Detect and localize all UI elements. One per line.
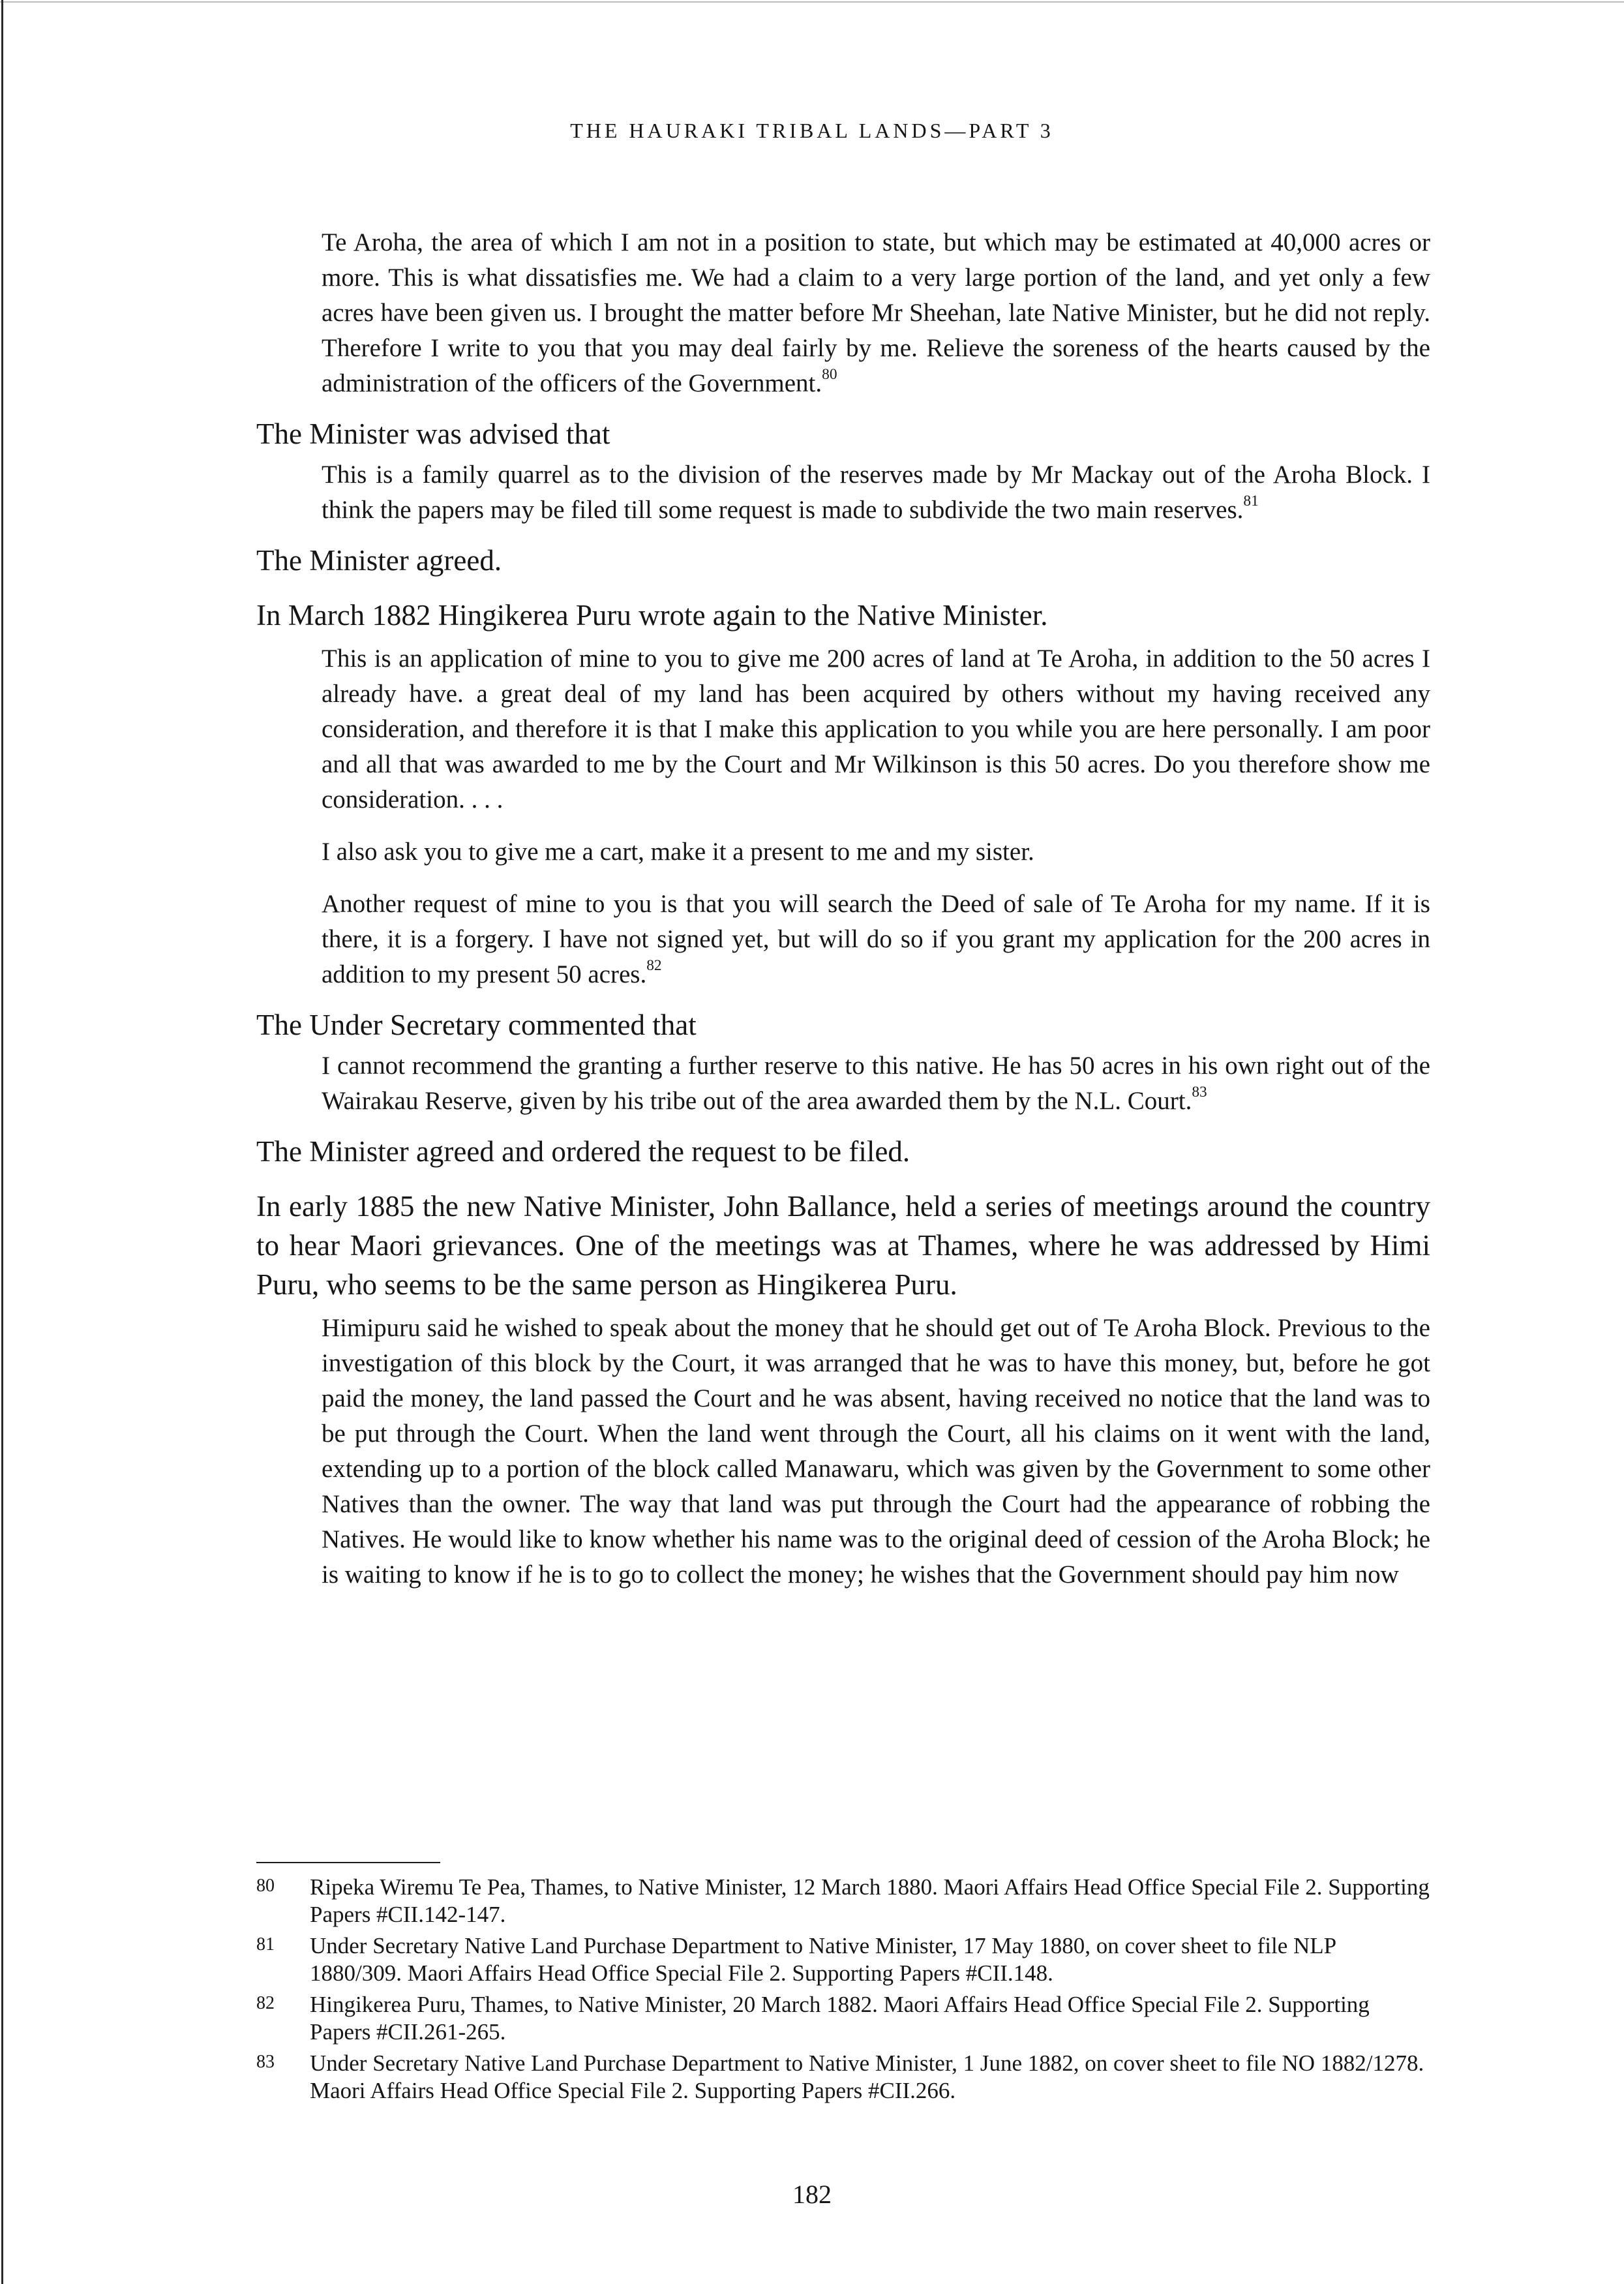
block-quote-7: Himipuru said he wished to speak about the money that he should get out of Te Aroha Block. Previous to the investigation of this block by the Court, it was arranged that he was to have this money, but, before he got paid the money, the land passed the Court and he was absent, having received no notice that the land was to be put through the Court. When the land went through the Court, all his claims on it went with the land, extending up to a portion of the block called Manawaru, which was given by the Government to some other Natives than the owner. The way that land was put through the Court had the appearance of robbing the Natives. He would like to know whether his name was to the original deed of cession of the Aroha Block; he is waiting to know if he is to go to collect the money; he wishes that the Government should pay him now xyxy=(322,1314,1430,1589)
footnote-ref-80[interactable]: 80 xyxy=(822,366,837,384)
body-paragraph-4: The Under Secretary commented that xyxy=(256,1009,697,1041)
body-paragraph-6: In early 1885 the new Native Minister, John Ballance, held a series of meetings around the country to hear Maori grievances. One of the meetings was at Thames, where he was addressed by Himi Puru, who seems to be the same person as Hingikerea Puru. xyxy=(256,1190,1430,1301)
footnote-number: 82 xyxy=(256,1993,275,2013)
page-body xyxy=(256,225,1430,1592)
page-number: 182 xyxy=(792,2180,832,2209)
running-header: THE HAURAKI TRIBAL LANDS—PART 3 xyxy=(570,119,1054,142)
footnote-number: 80 xyxy=(256,1876,275,1896)
footnote-80 xyxy=(256,1874,1430,1928)
footnote-number: 81 xyxy=(256,1934,275,1955)
block-quote-5: Another request of mine to you is that you will search the Deed of sale of Te Aroha for my name. If it is there, it is a forgery. I have not signed yet, but will do so if you grant my application for the 200 acres in addition to my present 50 acres.$^{82}$ xyxy=(322,890,1430,988)
footnote-ref-82[interactable]: 82 xyxy=(646,957,662,975)
scan-edge-line xyxy=(1,0,3,2284)
footnote-81 xyxy=(256,1932,1430,1987)
block-quote-4: I also ask you to give me a cart, make it a present to me and my sister. xyxy=(322,838,1034,866)
block-quote-6: I cannot recommend the granting a further reserve to this native. He has 50 acres in his own right out of the Wairakau Reserve, given by his tribe out of the area awarded them by the N.L. Court.$^{83}$ xyxy=(322,1052,1430,1115)
block-quote-2: This is a family quarrel as to the division of the reserves made by Mr Mackay out of the Aroha Block. I think the papers may be filed till some request is made to subdivide the two main reserves.$^{81}$ xyxy=(322,461,1430,524)
footnotes xyxy=(256,1874,1430,2109)
footnote-text: Under Secretary Native Land Purchase Department to Native Minister, 17 May 1880, on cover sheet to file NLP 1880/309. Maori Affairs Head Office Special File 2. Supporting Papers #CII.148. xyxy=(310,1933,1336,1986)
footnote-83 xyxy=(256,2050,1430,2105)
body-paragraph-3: In March 1882 Hingikerea Puru wrote again to the Native Minister. xyxy=(256,599,1048,632)
footnote-number: 83 xyxy=(256,2052,275,2072)
body-paragraph-5: The Minister agreed and ordered the request to be filed. xyxy=(256,1135,910,1168)
footnote-ref-83[interactable]: 83 xyxy=(1192,1084,1207,1101)
footnote-text: Hingikerea Puru, Thames, to Native Minister, 20 March 1882. Maori Affairs Head Office Special File 2. Supporting Papers #CII.261-265. xyxy=(310,1992,1370,2045)
body-paragraph-2: The Minister agreed. xyxy=(256,544,502,577)
block-quote-1: Te Aroha, the area of which I am not in a position to state, but which may be estimated at 40,000 acres or more. This is what dissatisfies me. We had a claim to a very large portion of the land, and yet only a few acres have been given us. I brought the matter before Mr Sheehan, late Native Minister, but he did not reply. Therefore I write to you that you may deal fairly by me. Relieve the soreness of the hearts caused by the administration of the officers of the Government.$^{80}$ xyxy=(322,228,1430,397)
footnote-82 xyxy=(256,1991,1430,2046)
footnote-text: Ripeka Wiremu Te Pea, Thames, to Native Minister, 12 March 1880. Maori Affairs Head Office Special File 2. Supporting Papers #CII.142-147. xyxy=(310,1874,1430,1927)
footnote-ref-81[interactable]: 81 xyxy=(1243,493,1259,510)
body-paragraph-1: The Minister was advised that xyxy=(256,418,610,450)
block-quote-3: This is an application of mine to you to give me 200 acres of land at Te Aroha, in addition to the 50 acres I already have. a great deal of my land has been acquired by others without my having received any consideration, and therefore it is that I make this application to you while you are here personally. I am poor and all that was awarded to me by the Court and Mr Wilkinson is this 50 acres. Do you therefore show me consideration. . . . xyxy=(322,645,1430,814)
footnote-separator xyxy=(256,1862,440,1863)
top-rule xyxy=(0,1,1624,3)
footnote-text: Under Secretary Native Land Purchase Department to Native Minister, 1 June 1882, on cover sheet to file NO 1882/1278. Maori Affairs Head Office Special File 2. Supporting Papers #CII.266. xyxy=(310,2050,1424,2103)
